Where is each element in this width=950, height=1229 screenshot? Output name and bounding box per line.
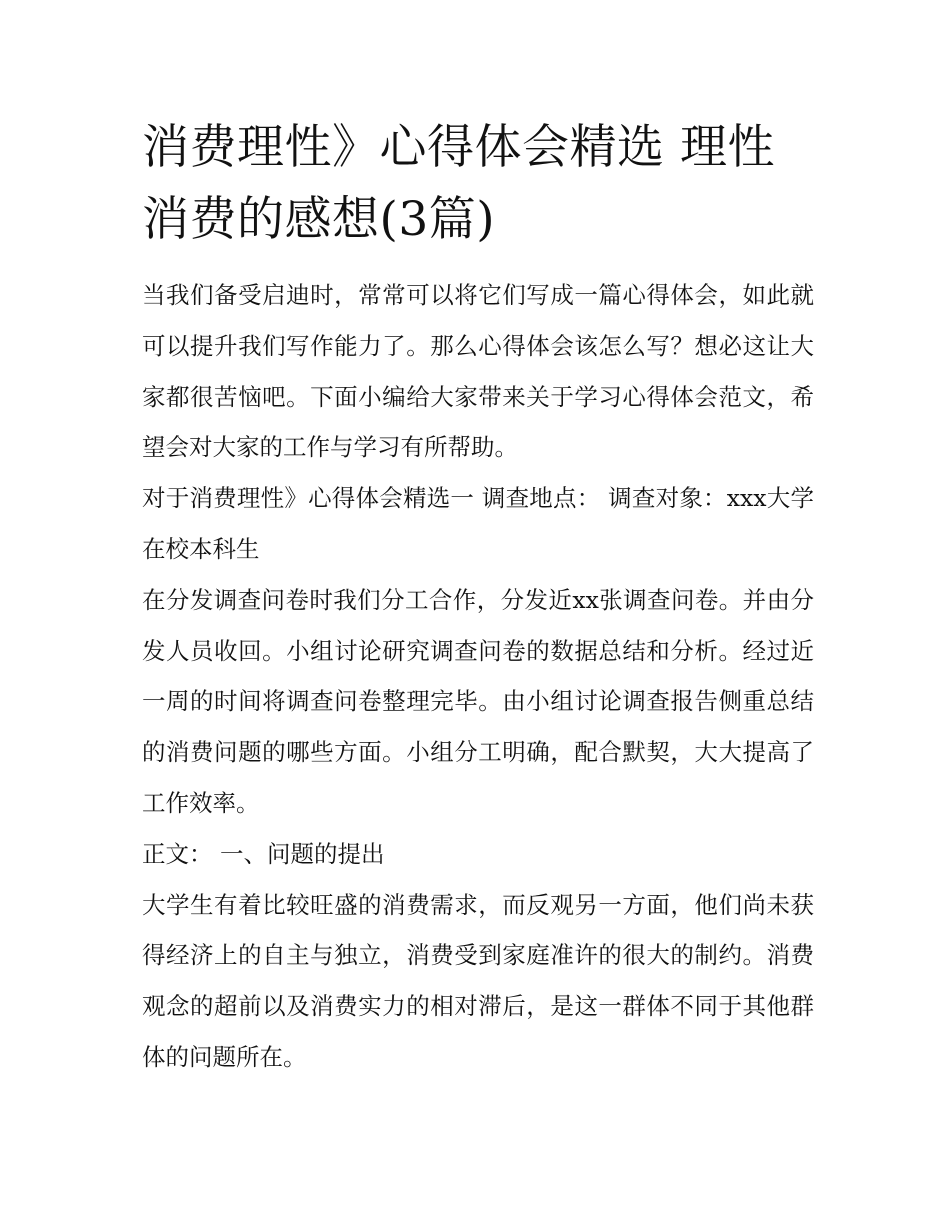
paragraph-survey-process: 在分发调查问卷时我们分工合作，分发近xx张调查问卷。并由分发人员收回。小组讨论研究调查问卷的数据总结和分析。经过近一周的时间将调查问卷整理完毕。由小组讨论调查报告侧重总结的消费问题的哪些方面。小组分工明确，配合默契，大大提高了工作效率。 bbox=[142, 585, 814, 817]
paragraph-intro: 当我们备受启迪时，常常可以将它们写成一篇心得体会，如此就可以提升我们写作能力了。那么心得体会该怎么写？想必这让大家都很苦恼吧。下面小编给大家带来关于学习心得体会范文，希望会对大家的工作与学习有所帮助。 bbox=[142, 281, 814, 462]
paragraph-section-heading: 正文： 一、问题的提出 bbox=[142, 839, 385, 868]
paragraph-survey-info: 对于消费理性》心得体会精选一 调查地点： 调查对象：xxx大学在校本科生 bbox=[142, 484, 814, 563]
document-title: 消费理性》心得体会精选 理性消费的感想(3篇) bbox=[142, 120, 775, 247]
paragraph-problem: 大学生有着比较旺盛的消费需求，而反观另一方面，他们尚未获得经济上的自主与独立，消费受到家庭准许的很大的制约。消费观念的超前以及消费实力的相对滞后，是这一群体不同于其他群体的问题所在。 bbox=[142, 890, 814, 1071]
document-body bbox=[142, 270, 814, 1083]
document-content bbox=[142, 112, 814, 1083]
